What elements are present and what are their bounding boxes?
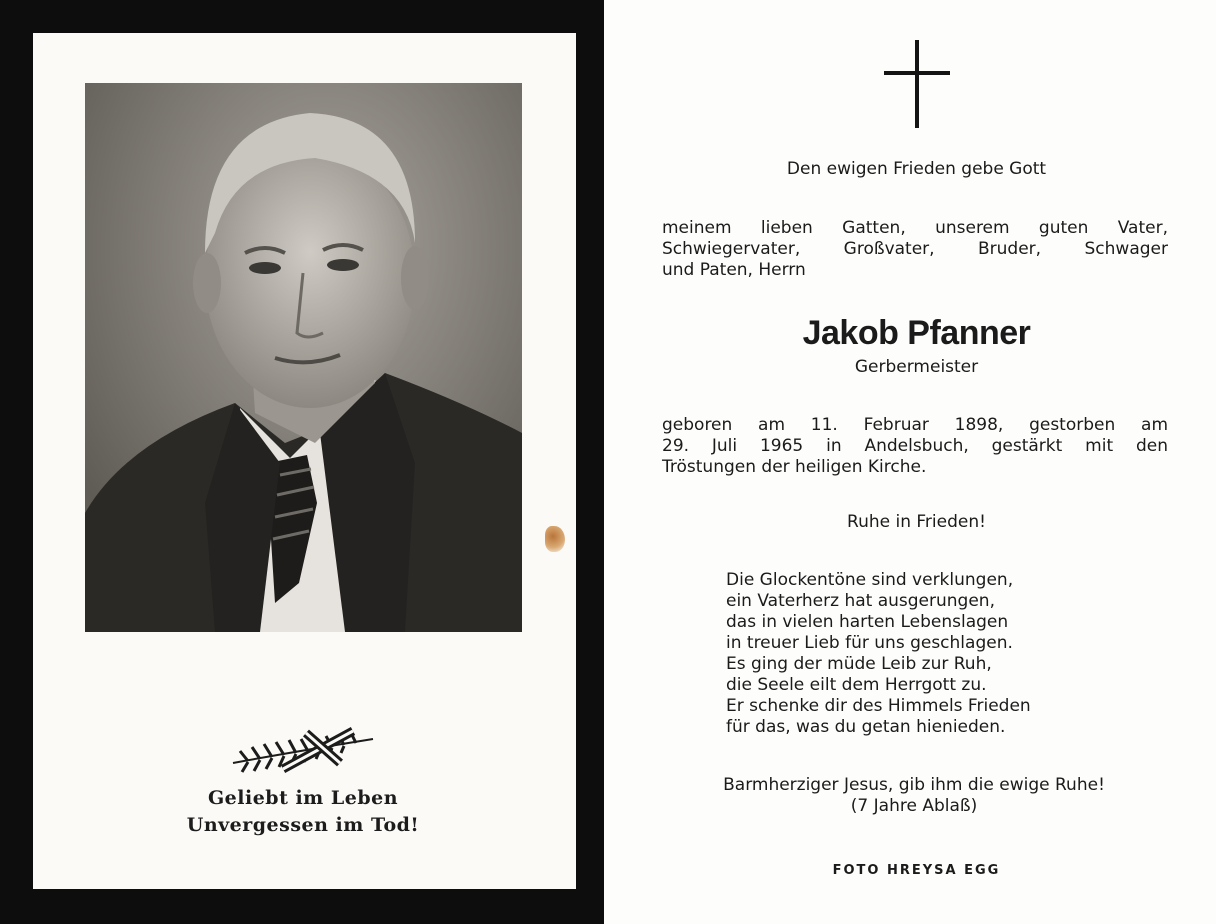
paper-stain xyxy=(545,526,565,552)
rip-line: Ruhe in Frieden! xyxy=(847,512,986,532)
poem-line-6: die Seele eilt dem Herrgott zu. xyxy=(726,675,987,695)
bio-line-1: geboren am 11. Februar 1898, gestorben am xyxy=(662,415,1168,435)
poem-line-7: Er schenke dir des Himmels Frieden xyxy=(726,696,1031,716)
dedication-line-2: Schwiegervater, Großvater, Bruder, Schwager xyxy=(662,239,1168,259)
bio-line-2: 29. Juli 1965 in Andelsbuch, gestärkt mit den xyxy=(662,436,1168,456)
portrait-photo xyxy=(85,83,522,632)
prayer-line-1: Barmherziger Jesus, gib ihm die ewige Ruhe! xyxy=(723,775,1105,795)
poem-line-2: ein Vaterherz hat ausgerungen, xyxy=(726,591,995,611)
bio-line-3: Tröstungen der heiligen Kirche. xyxy=(662,457,927,477)
cross-icon xyxy=(884,40,950,128)
deceased-name: Jakob Pfanner xyxy=(802,314,1031,352)
intro-line: Den ewigen Frieden gebe Gott xyxy=(786,159,1047,179)
photo-credit: FOTO HREYSA EGG xyxy=(832,863,1001,878)
poem-line-1: Die Glockentöne sind verklungen, xyxy=(726,570,1014,590)
poem-line-4: in treuer Lieb für uns geschlagen. xyxy=(726,633,1013,653)
photo-card xyxy=(33,33,576,889)
poem-line-5: Es ging der müde Leib zur Ruh, xyxy=(726,654,992,674)
cross-palm-emblem-icon xyxy=(228,721,378,777)
poem-line-3: das in vielen harten Lebenslagen xyxy=(726,612,1009,632)
motto-line-1: Geliebt im Leben xyxy=(207,787,399,809)
poem-line-8: für das, was du getan hienieden. xyxy=(726,717,1006,737)
motto-line-2: Unvergessen im Tod! xyxy=(186,814,420,836)
dedication-line-1: meinem lieben Gatten, unserem guten Vater, xyxy=(662,218,1168,238)
occupation: Gerbermeister xyxy=(854,357,979,377)
text-sheet xyxy=(604,0,1216,924)
prayer-line-2: (7 Jahre Ablaß) xyxy=(850,796,978,816)
dedication-line-3: und Paten, Herrn xyxy=(662,260,806,280)
left-panel xyxy=(0,0,604,924)
